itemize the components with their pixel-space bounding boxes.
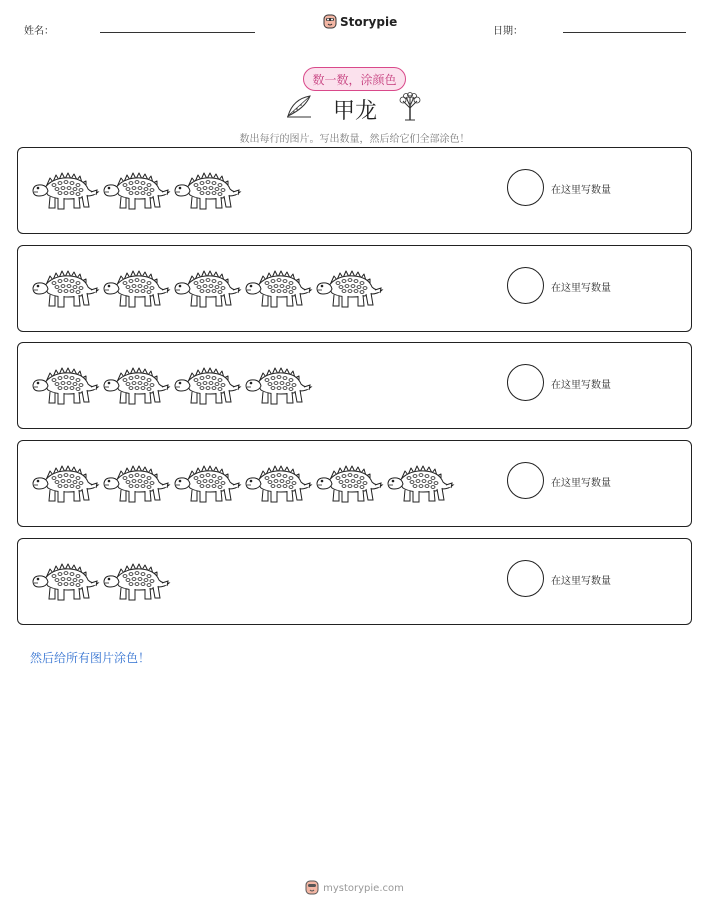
count-row-2 [17, 245, 692, 332]
ankylosaurus-icon [101, 263, 171, 309]
ankylosaurus-icon [172, 360, 242, 406]
date-line[interactable] [563, 32, 686, 33]
instructions: 数出每行的图片。写出数量，然后给它们全部涂色！ [239, 134, 470, 145]
answer-label: 在这里写数量 [551, 576, 611, 587]
name-line[interactable] [100, 32, 255, 33]
ankylosaurus-icon [385, 458, 455, 504]
ankylosaurus-icon [30, 360, 100, 406]
ankylosaurus-icon [314, 458, 384, 504]
footer-url[interactable]: mystorypie.com [323, 882, 404, 894]
name-label: 姓名： [24, 26, 54, 37]
answer-label: 在这里写数量 [551, 380, 611, 391]
dino-group [30, 556, 171, 602]
storypie-mascot-icon [323, 14, 337, 30]
ankylosaurus-icon [30, 165, 100, 211]
ankylosaurus-icon [172, 263, 242, 309]
ankylosaurus-icon [314, 263, 384, 309]
ankylosaurus-icon [30, 458, 100, 504]
answer-label: 在这里写数量 [551, 283, 611, 294]
brand-logo [323, 14, 397, 30]
ankylosaurus-icon [172, 165, 242, 211]
ankylosaurus-icon [101, 556, 171, 602]
activity-tag: 数一数，涂颜色 [303, 67, 406, 91]
ankylosaurus-icon [101, 458, 171, 504]
dino-group [30, 458, 455, 504]
storypie-mascot-icon [305, 880, 319, 896]
brand-name: Storypie [340, 15, 398, 29]
ankylosaurus-icon [172, 458, 242, 504]
page-title: 甲龙 [332, 99, 377, 124]
count-row-4 [17, 440, 692, 527]
ankylosaurus-icon [101, 360, 171, 406]
fern-leaf-icon [285, 93, 313, 119]
dino-group [30, 263, 384, 309]
answer-label: 在这里写数量 [551, 185, 611, 196]
count-row-3 [17, 342, 692, 429]
dino-group [30, 360, 313, 406]
footer [0, 880, 709, 896]
ankylosaurus-icon [101, 165, 171, 211]
ankylosaurus-icon [243, 360, 313, 406]
date-label: 日期： [493, 26, 523, 37]
answer-circle[interactable] [507, 364, 544, 401]
count-row-1 [17, 147, 692, 234]
coloring-instruction: 然后给所有图片涂色！ [30, 651, 151, 665]
ankylosaurus-icon [30, 556, 100, 602]
ankylosaurus-icon [243, 263, 313, 309]
tree-icon [397, 92, 423, 122]
dino-group [30, 165, 242, 211]
answer-label: 在这里写数量 [551, 478, 611, 489]
answer-circle[interactable] [507, 169, 544, 206]
count-row-5 [17, 538, 692, 625]
answer-circle[interactable] [507, 462, 544, 499]
answer-circle[interactable] [507, 267, 544, 304]
answer-circle[interactable] [507, 560, 544, 597]
ankylosaurus-icon [243, 458, 313, 504]
ankylosaurus-icon [30, 263, 100, 309]
